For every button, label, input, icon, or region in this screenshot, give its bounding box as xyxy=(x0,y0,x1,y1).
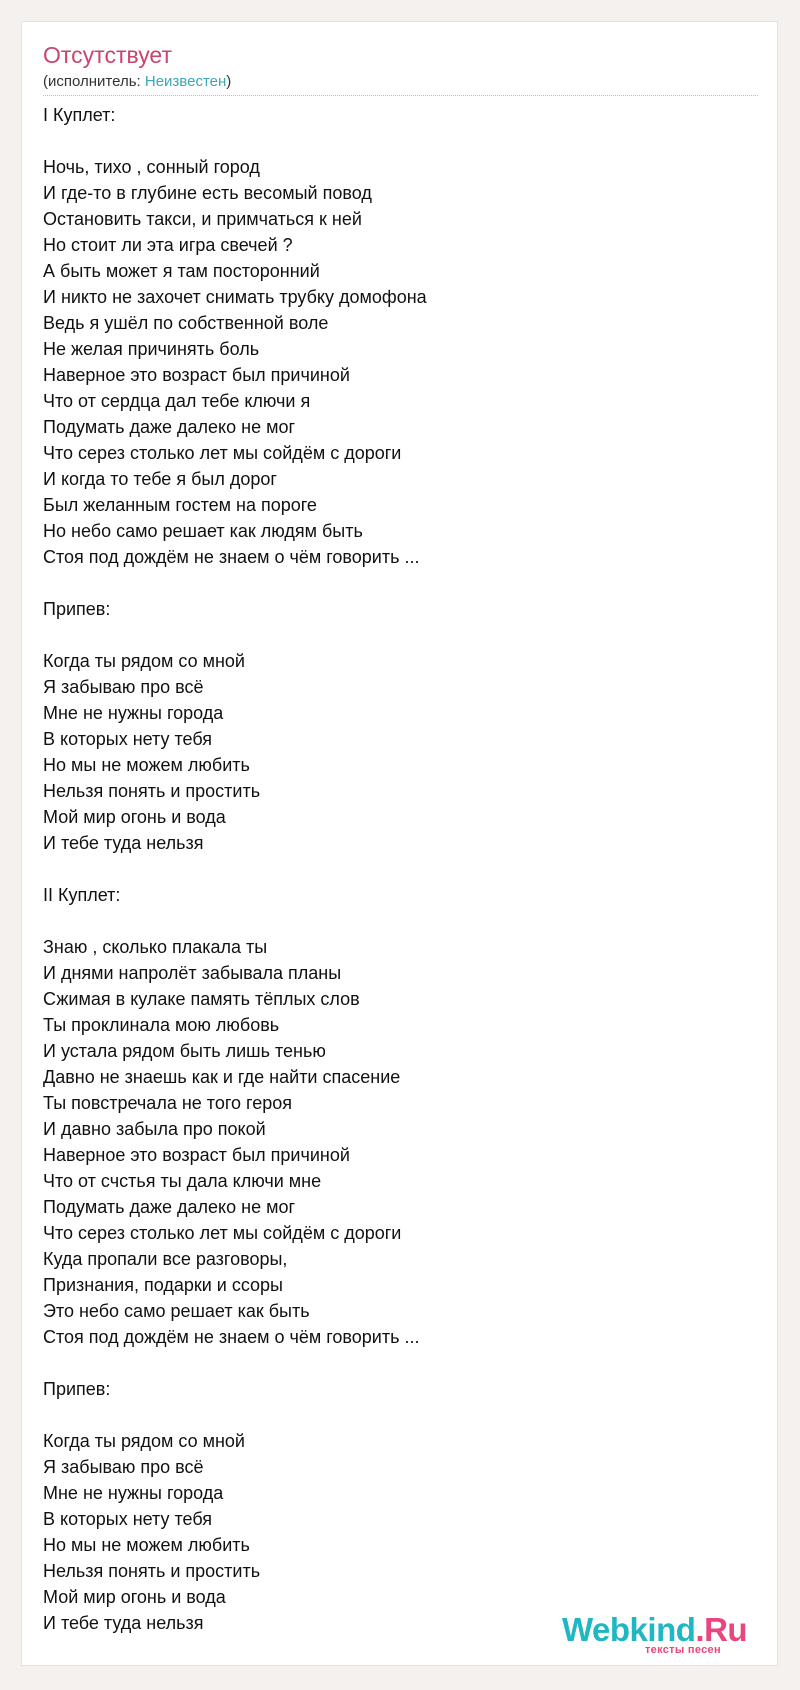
artist-prefix: (исполнитель: xyxy=(43,73,145,90)
lyric-line: И днями напролёт забывала планы xyxy=(43,963,342,983)
lyric-line: Что от сердца дал тебе ключи я xyxy=(43,391,311,411)
lyric-line: Я забываю про всё xyxy=(43,1457,204,1477)
lyric-line: А быть может я там посторонний xyxy=(43,261,320,281)
lyric-line: Когда ты рядом со мной xyxy=(43,1431,245,1451)
lyric-line: I Куплет: xyxy=(43,105,116,125)
lyric-line: Давно не знаешь как и где найти спасение xyxy=(43,1067,401,1087)
lyric-line: Мне не нужны города xyxy=(43,1483,224,1503)
lyric-line: II Куплет: xyxy=(43,885,121,905)
lyric-line: Остановить такси, и примчаться к ней xyxy=(43,209,362,229)
lyric-line: Когда ты рядом со мной xyxy=(43,651,245,671)
lyric-line: Ведь я ушёл по собственной воле xyxy=(43,313,329,333)
lyric-line: Нельзя понять и простить xyxy=(43,1561,261,1581)
lyric-line: Признания, подарки и ссоры xyxy=(43,1275,283,1295)
lyrics-text xyxy=(43,102,758,1636)
song-title: Отсутствует xyxy=(43,42,172,68)
lyric-line: Но мы не можем любить xyxy=(43,755,250,775)
lyric-line: Сжимая в кулаке память тёплых слов xyxy=(43,989,360,1009)
lyric-line: Припев: xyxy=(43,1379,111,1399)
lyric-line: В которых нету тебя xyxy=(43,729,213,749)
logo-tagline: тексты песен xyxy=(645,1644,721,1656)
lyric-line: Был желанным гостем на пороге xyxy=(43,495,317,515)
artist-suffix: ) xyxy=(226,73,232,90)
webkind-logo xyxy=(562,1613,772,1661)
lyric-line: Подумать даже далеко не мог xyxy=(43,417,296,437)
lyric-line: Ночь, тихо , сонный город xyxy=(43,157,260,177)
lyric-line: Мне не нужны города xyxy=(43,703,224,723)
lyric-line: Не желая причинять боль xyxy=(43,339,260,359)
lyric-line: Наверное это возраст был причиной xyxy=(43,1145,350,1165)
logo-tld: .Ru xyxy=(695,1611,748,1648)
lyric-line: Ты повстречала не того героя xyxy=(43,1093,292,1113)
lyric-line: Что от счстья ты дала ключи мне xyxy=(43,1171,322,1191)
lyric-line: Ты проклинала мою любовь xyxy=(43,1015,280,1035)
lyric-line: Это небо само решает как быть xyxy=(43,1301,310,1321)
artist-link[interactable]: Неизвестен xyxy=(144,73,227,90)
lyrics-card xyxy=(21,21,778,1666)
lyric-line: Но мы не можем любить xyxy=(43,1535,250,1555)
lyric-line: И давно забыла про покой xyxy=(43,1119,266,1139)
lyric-line: И когда то тебе я был дорог xyxy=(43,469,277,489)
lyric-line: И где-то в глубине есть весомый повод xyxy=(43,183,372,203)
lyric-line: Но небо само решает как людям быть xyxy=(43,521,363,541)
lyric-line: И тебе туда нельзя xyxy=(43,1613,204,1633)
lyric-line: Подумать даже далеко не мог xyxy=(43,1197,296,1217)
lyric-line: И устала рядом быть лишь тенью xyxy=(43,1041,326,1061)
lyric-line: Нельзя понять и простить xyxy=(43,781,261,801)
lyric-line: Я забываю про всё xyxy=(43,677,204,697)
lyric-line: Припев: xyxy=(43,599,111,619)
lyric-line: Мой мир огонь и вода xyxy=(43,1587,226,1607)
lyric-line: В которых нету тебя xyxy=(43,1509,213,1529)
title-divider xyxy=(43,95,758,96)
lyric-line: Что серез столько лет мы сойдём с дороги xyxy=(43,443,402,463)
lyric-line: Знаю , сколько плакала ты xyxy=(43,937,268,957)
lyric-line: Мой мир огонь и вода xyxy=(43,807,226,827)
logo-brand: Webkind xyxy=(562,1611,696,1648)
lyric-line: Стоя под дождём не знаем о чём говорить ... xyxy=(43,547,420,567)
artist-line xyxy=(43,74,231,89)
logo-wordmark xyxy=(562,1613,747,1646)
lyric-line: Но стоит ли эта игра свечей ? xyxy=(43,235,293,255)
lyric-line: Что серез столько лет мы сойдём с дороги xyxy=(43,1223,402,1243)
lyric-line: Стоя под дождём не знаем о чём говорить ... xyxy=(43,1327,420,1347)
lyric-line: И тебе туда нельзя xyxy=(43,833,204,853)
lyric-line: И никто не захочет снимать трубку домофона xyxy=(43,287,427,307)
lyric-line: Наверное это возраст был причиной xyxy=(43,365,350,385)
lyric-line: Куда пропали все разговоры, xyxy=(43,1249,288,1269)
